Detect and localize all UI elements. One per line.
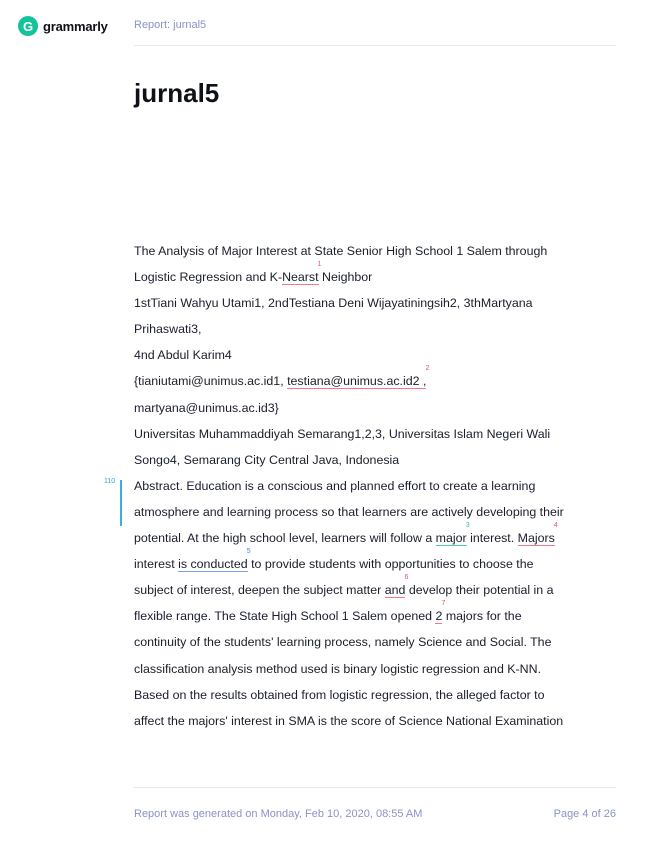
text-segment: Prihaswati3,	[134, 322, 202, 337]
document-line	[134, 656, 616, 682]
suggestion-number: 6	[404, 574, 409, 582]
text-segment: affect the majors' interest in SMA is the score of Science National Examination	[134, 713, 564, 728]
document-line	[134, 261, 616, 290]
text-segment: subject of interest, deepen the subject matter	[134, 583, 385, 598]
header-divider	[134, 45, 616, 46]
document-line	[134, 290, 616, 316]
grammar-suggestion-mark[interactable]: testiana@unimus.ac.id2 ,	[287, 374, 427, 389]
document-line	[134, 342, 616, 368]
suggestion-wrapper[interactable]	[282, 261, 322, 285]
page-indicator: Page 4 of 26	[553, 808, 616, 820]
text-segment: 4nd Abdul Karim4	[134, 348, 232, 363]
text-segment: {tianiutami@unimus.ac.id1,	[134, 374, 288, 389]
text-segment: Based on the results obtained from logistic regression, the alleged factor to	[134, 687, 545, 702]
text-segment: The Analysis of Major Interest at State Senior High School 1 Salem through	[134, 244, 548, 258]
document-line	[134, 574, 616, 603]
suggestion-wrapper[interactable]	[435, 600, 446, 624]
document-line	[134, 395, 616, 421]
grammar-suggestion-mark[interactable]: Nearst	[282, 270, 319, 285]
text-segment: flexible range. The State High School 1 Salem opened	[134, 609, 436, 624]
document-line	[134, 548, 616, 577]
logo-wordmark: grammarly	[43, 18, 108, 34]
suggestion-number: 1	[317, 261, 322, 269]
suggestion-number: 5	[246, 548, 251, 556]
document-line	[134, 708, 616, 734]
suggestion-wrapper[interactable]	[178, 548, 251, 572]
text-segment: Abstract. Education is a conscious and planned effort to create a learning	[134, 478, 536, 493]
suggestion-wrapper[interactable]	[435, 522, 470, 546]
document-body	[134, 238, 616, 734]
text-segment: Neighbor	[318, 270, 373, 285]
grammarly-logo	[18, 16, 108, 36]
document-line	[134, 365, 616, 394]
suggestion-number: 3	[465, 522, 470, 530]
text-segment: 1stTiani Wahyu Utami1, 2ndTestiana Deni Wijayatiningsih2, 3thMartyana	[134, 296, 533, 311]
suggestion-wrapper[interactable]	[517, 522, 558, 546]
document-line	[134, 316, 616, 342]
document-line	[134, 629, 616, 655]
text-segment: Universitas Muhammaddiyah Semarang1,2,3, Universitas Islam Negeri Wali	[134, 426, 551, 441]
suggestion-wrapper[interactable]	[287, 365, 430, 389]
report-label: Report: jurnal5	[134, 19, 207, 31]
text-segment: Songo4, Semarang City Central Java, Indonesia	[134, 452, 400, 467]
grammar-suggestion-mark[interactable]: and	[384, 583, 406, 598]
side-marker-bar	[120, 480, 122, 526]
grammarly-g-icon: G	[18, 16, 38, 36]
suggestion-number: 7	[441, 600, 446, 608]
page-title: jurnal5	[134, 78, 220, 108]
text-segment: Logistic Regression and K-	[134, 270, 283, 285]
text-segment: interest.	[466, 531, 518, 546]
report-generated-text: Report was generated on Monday, Feb 10, 2020, 08:55 AM	[134, 808, 423, 820]
grammar-suggestion-mark[interactable]: is conducted	[178, 557, 248, 572]
text-segment: continuity of the students' learning process, namely Science and Social. The	[134, 635, 552, 650]
text-segment: potential. At the high school level, learners will follow a	[134, 531, 436, 546]
text-segment: to provide students with opportunities to choose the	[247, 557, 534, 572]
side-marker-number: 110	[104, 478, 116, 485]
document-line	[134, 682, 616, 708]
text-segment: interest	[134, 557, 179, 572]
grammar-suggestion-mark[interactable]: 2	[435, 609, 443, 624]
text-segment: atmosphere and learning process so that learners are actively developing their	[134, 504, 564, 519]
document-line	[134, 600, 616, 629]
suggestion-number: 2	[425, 365, 430, 373]
document-line	[134, 238, 616, 264]
document-line	[134, 447, 616, 473]
document-line	[134, 473, 616, 499]
document-line	[134, 421, 616, 447]
text-segment: classification analysis method used is binary logistic regression and K-NN.	[134, 661, 542, 676]
suggestion-number: 4	[553, 522, 558, 530]
grammar-suggestion-mark[interactable]: major	[435, 531, 467, 546]
grammar-suggestion-mark[interactable]: Majors	[517, 531, 555, 546]
document-line	[134, 499, 616, 525]
suggestion-wrapper[interactable]	[384, 574, 409, 598]
text-segment: develop their potential in a	[405, 583, 554, 598]
text-segment: majors for the	[442, 609, 522, 624]
text-segment: martyana@unimus.ac.id3}	[134, 400, 279, 415]
document-line	[134, 522, 616, 551]
footer-divider	[134, 787, 616, 788]
